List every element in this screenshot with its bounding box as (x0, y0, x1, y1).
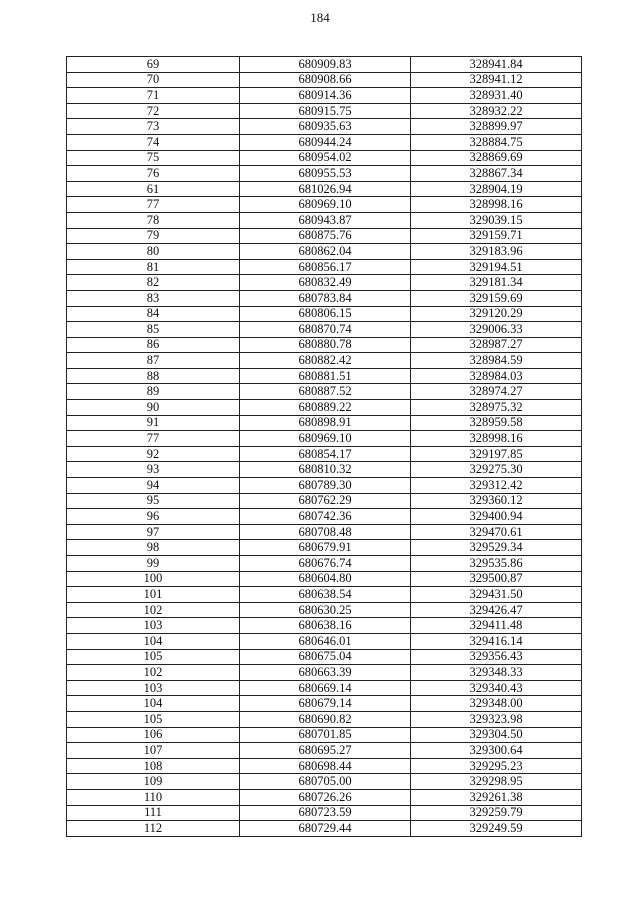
y-coordinate-cell: 329304.50 (411, 727, 582, 743)
point-number-cell: 96 (67, 509, 240, 525)
point-number-cell: 104 (67, 633, 240, 649)
x-coordinate-cell: 680695.27 (240, 743, 411, 759)
point-number-cell: 98 (67, 540, 240, 556)
point-number-cell: 78 (67, 212, 240, 228)
point-number-cell: 101 (67, 587, 240, 603)
point-number-cell: 72 (67, 103, 240, 119)
y-coordinate-cell: 328931.40 (411, 88, 582, 104)
point-number-cell: 102 (67, 665, 240, 681)
page-number: 184 (310, 10, 330, 25)
point-number-cell: 77 (67, 431, 240, 447)
point-number-cell: 95 (67, 493, 240, 509)
x-coordinate-cell: 680944.24 (240, 134, 411, 150)
table-row (67, 244, 582, 260)
point-number-cell: 107 (67, 743, 240, 759)
point-number-cell: 83 (67, 290, 240, 306)
table-row (67, 134, 582, 150)
y-coordinate-cell: 328987.27 (411, 337, 582, 353)
y-coordinate-cell: 329159.69 (411, 290, 582, 306)
table-row (67, 789, 582, 805)
y-coordinate-cell: 328998.16 (411, 197, 582, 213)
table-row (67, 322, 582, 338)
y-coordinate-cell: 329356.43 (411, 649, 582, 665)
y-coordinate-cell: 329261.38 (411, 789, 582, 805)
point-number-cell: 106 (67, 727, 240, 743)
x-coordinate-cell: 680726.26 (240, 789, 411, 805)
point-number-cell: 81 (67, 259, 240, 275)
y-coordinate-cell: 328941.84 (411, 57, 582, 73)
point-number-cell: 80 (67, 244, 240, 260)
x-coordinate-cell: 680646.01 (240, 633, 411, 649)
table-row (67, 384, 582, 400)
x-coordinate-cell: 680914.36 (240, 88, 411, 104)
x-coordinate-cell: 680909.83 (240, 57, 411, 73)
point-number-cell: 92 (67, 446, 240, 462)
y-coordinate-cell: 328974.27 (411, 384, 582, 400)
table-row (67, 774, 582, 790)
x-coordinate-cell: 680806.15 (240, 306, 411, 322)
y-coordinate-cell: 329348.00 (411, 696, 582, 712)
point-number-cell: 70 (67, 72, 240, 88)
x-coordinate-cell: 680708.48 (240, 524, 411, 540)
point-number-cell: 87 (67, 353, 240, 369)
point-number-cell: 86 (67, 337, 240, 353)
point-number-cell: 76 (67, 166, 240, 182)
y-coordinate-cell: 329431.50 (411, 587, 582, 603)
y-coordinate-cell: 328984.59 (411, 353, 582, 369)
x-coordinate-cell: 680810.32 (240, 462, 411, 478)
coordinates-table-body (67, 57, 582, 837)
table-row (67, 462, 582, 478)
x-coordinate-cell: 680880.78 (240, 337, 411, 353)
table-row (67, 727, 582, 743)
y-coordinate-cell: 329295.23 (411, 758, 582, 774)
y-coordinate-cell: 328904.19 (411, 181, 582, 197)
y-coordinate-cell: 329323.98 (411, 711, 582, 727)
x-coordinate-cell: 680943.87 (240, 212, 411, 228)
table-row (67, 275, 582, 291)
table-row (67, 805, 582, 821)
x-coordinate-cell: 680789.30 (240, 478, 411, 494)
x-coordinate-cell: 680915.75 (240, 103, 411, 119)
x-coordinate-cell: 680698.44 (240, 758, 411, 774)
y-coordinate-cell: 328884.75 (411, 134, 582, 150)
x-coordinate-cell: 680889.22 (240, 400, 411, 416)
table-row (67, 618, 582, 634)
table-row (67, 493, 582, 509)
y-coordinate-cell: 329340.43 (411, 680, 582, 696)
point-number-cell: 104 (67, 696, 240, 712)
y-coordinate-cell: 329181.34 (411, 275, 582, 291)
x-coordinate-cell: 680881.51 (240, 368, 411, 384)
x-coordinate-cell: 680663.39 (240, 665, 411, 681)
x-coordinate-cell: 680856.17 (240, 259, 411, 275)
table-row (67, 57, 582, 73)
x-coordinate-cell: 680742.36 (240, 509, 411, 525)
table-row (67, 431, 582, 447)
x-coordinate-cell: 680669.14 (240, 680, 411, 696)
table-row (67, 103, 582, 119)
x-coordinate-cell: 680854.17 (240, 446, 411, 462)
point-number-cell: 111 (67, 805, 240, 821)
table-row (67, 353, 582, 369)
y-coordinate-cell: 329535.86 (411, 556, 582, 572)
table-row (67, 337, 582, 353)
table-row (67, 509, 582, 525)
x-coordinate-cell: 680690.82 (240, 711, 411, 727)
table-row (67, 680, 582, 696)
table-row (67, 446, 582, 462)
table-row (67, 743, 582, 759)
y-coordinate-cell: 328867.34 (411, 166, 582, 182)
table-row (67, 290, 582, 306)
y-coordinate-cell: 328941.12 (411, 72, 582, 88)
point-number-cell: 91 (67, 415, 240, 431)
point-number-cell: 100 (67, 571, 240, 587)
y-coordinate-cell: 329529.34 (411, 540, 582, 556)
point-number-cell: 84 (67, 306, 240, 322)
point-number-cell: 73 (67, 119, 240, 135)
point-number-cell: 61 (67, 181, 240, 197)
point-number-cell: 79 (67, 228, 240, 244)
point-number-cell: 108 (67, 758, 240, 774)
x-coordinate-cell: 681026.94 (240, 181, 411, 197)
point-number-cell: 93 (67, 462, 240, 478)
y-coordinate-cell: 328899.97 (411, 119, 582, 135)
table-row (67, 821, 582, 837)
x-coordinate-cell: 680675.04 (240, 649, 411, 665)
table-row (67, 665, 582, 681)
point-number-cell: 102 (67, 602, 240, 618)
table-row (67, 400, 582, 416)
y-coordinate-cell: 329300.64 (411, 743, 582, 759)
y-coordinate-cell: 329426.47 (411, 602, 582, 618)
y-coordinate-cell: 329348.33 (411, 665, 582, 681)
x-coordinate-cell: 680762.29 (240, 493, 411, 509)
point-number-cell: 71 (67, 88, 240, 104)
table-row (67, 602, 582, 618)
y-coordinate-cell: 329360.12 (411, 493, 582, 509)
x-coordinate-cell: 680875.76 (240, 228, 411, 244)
y-coordinate-cell: 328998.16 (411, 431, 582, 447)
y-coordinate-cell: 329159.71 (411, 228, 582, 244)
point-number-cell: 90 (67, 400, 240, 416)
point-number-cell: 103 (67, 680, 240, 696)
x-coordinate-cell: 680604.80 (240, 571, 411, 587)
x-coordinate-cell: 680679.91 (240, 540, 411, 556)
y-coordinate-cell: 329120.29 (411, 306, 582, 322)
point-number-cell: 99 (67, 556, 240, 572)
x-coordinate-cell: 680969.10 (240, 197, 411, 213)
table-row (67, 259, 582, 275)
y-coordinate-cell: 329275.30 (411, 462, 582, 478)
x-coordinate-cell: 680955.53 (240, 166, 411, 182)
x-coordinate-cell: 680969.10 (240, 431, 411, 447)
y-coordinate-cell: 329312.42 (411, 478, 582, 494)
point-number-cell: 69 (67, 57, 240, 73)
x-coordinate-cell: 680870.74 (240, 322, 411, 338)
table-row (67, 119, 582, 135)
point-number-cell: 85 (67, 322, 240, 338)
y-coordinate-cell: 329183.96 (411, 244, 582, 260)
table-row (67, 368, 582, 384)
x-coordinate-cell: 680638.16 (240, 618, 411, 634)
x-coordinate-cell: 680908.66 (240, 72, 411, 88)
y-coordinate-cell: 329249.59 (411, 821, 582, 837)
x-coordinate-cell: 680935.63 (240, 119, 411, 135)
point-number-cell: 89 (67, 384, 240, 400)
table-row (67, 306, 582, 322)
table-row (67, 150, 582, 166)
x-coordinate-cell: 680705.00 (240, 774, 411, 790)
point-number-cell: 97 (67, 524, 240, 540)
y-coordinate-cell: 328869.69 (411, 150, 582, 166)
point-number-cell: 110 (67, 789, 240, 805)
x-coordinate-cell: 680887.52 (240, 384, 411, 400)
y-coordinate-cell: 329400.94 (411, 509, 582, 525)
point-number-cell: 74 (67, 134, 240, 150)
x-coordinate-cell: 680729.44 (240, 821, 411, 837)
table-row (67, 649, 582, 665)
point-number-cell: 105 (67, 649, 240, 665)
point-number-cell: 103 (67, 618, 240, 634)
table-row (67, 587, 582, 603)
point-number-cell: 105 (67, 711, 240, 727)
table-row (67, 696, 582, 712)
y-coordinate-cell: 329039.15 (411, 212, 582, 228)
y-coordinate-cell: 329006.33 (411, 322, 582, 338)
y-coordinate-cell: 329500.87 (411, 571, 582, 587)
point-number-cell: 82 (67, 275, 240, 291)
y-coordinate-cell: 328984.03 (411, 368, 582, 384)
x-coordinate-cell: 680898.91 (240, 415, 411, 431)
x-coordinate-cell: 680638.54 (240, 587, 411, 603)
table-row (67, 415, 582, 431)
x-coordinate-cell: 680882.42 (240, 353, 411, 369)
y-coordinate-cell: 329470.61 (411, 524, 582, 540)
y-coordinate-cell: 329298.95 (411, 774, 582, 790)
x-coordinate-cell: 680676.74 (240, 556, 411, 572)
table-row (67, 88, 582, 104)
x-coordinate-cell: 680862.04 (240, 244, 411, 260)
x-coordinate-cell: 680832.49 (240, 275, 411, 291)
table-row (67, 228, 582, 244)
point-number-cell: 109 (67, 774, 240, 790)
table-row (67, 166, 582, 182)
table-row (67, 212, 582, 228)
table-row (67, 633, 582, 649)
x-coordinate-cell: 680783.84 (240, 290, 411, 306)
point-number-cell: 94 (67, 478, 240, 494)
y-coordinate-cell: 329194.51 (411, 259, 582, 275)
point-number-cell: 77 (67, 197, 240, 213)
point-number-cell: 112 (67, 821, 240, 837)
x-coordinate-cell: 680954.02 (240, 150, 411, 166)
table-row (67, 181, 582, 197)
y-coordinate-cell: 328975.32 (411, 400, 582, 416)
x-coordinate-cell: 680723.59 (240, 805, 411, 821)
table-row (67, 540, 582, 556)
x-coordinate-cell: 680679.14 (240, 696, 411, 712)
point-number-cell: 88 (67, 368, 240, 384)
y-coordinate-cell: 328959.58 (411, 415, 582, 431)
y-coordinate-cell: 328932.22 (411, 103, 582, 119)
y-coordinate-cell: 329411.48 (411, 618, 582, 634)
coordinates-table (66, 56, 582, 837)
y-coordinate-cell: 329197.85 (411, 446, 582, 462)
point-number-cell: 75 (67, 150, 240, 166)
table-row (67, 571, 582, 587)
x-coordinate-cell: 680701.85 (240, 727, 411, 743)
x-coordinate-cell: 680630.25 (240, 602, 411, 618)
y-coordinate-cell: 329416.14 (411, 633, 582, 649)
table-row (67, 524, 582, 540)
table-row (67, 478, 582, 494)
table-row (67, 556, 582, 572)
table-row (67, 72, 582, 88)
table-row (67, 711, 582, 727)
table-row (67, 758, 582, 774)
y-coordinate-cell: 329259.79 (411, 805, 582, 821)
table-row (67, 197, 582, 213)
